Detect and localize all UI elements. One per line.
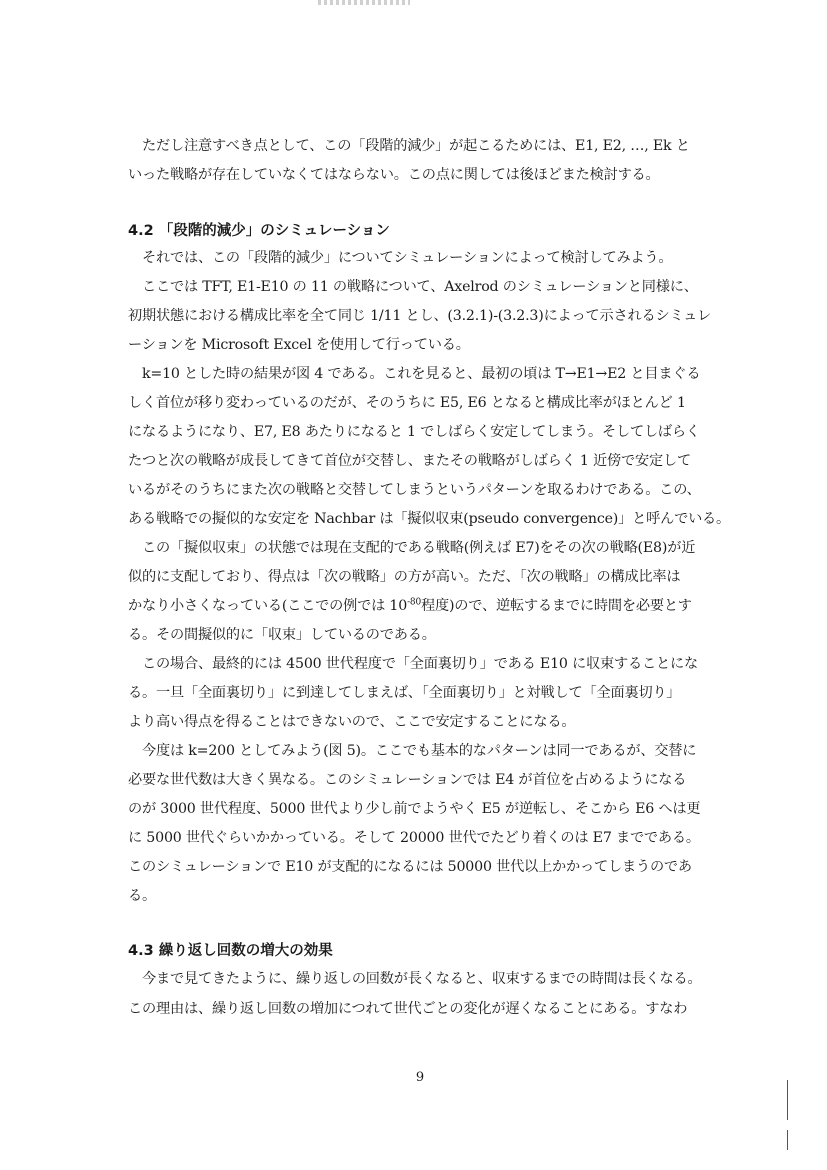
- body-text-line: このシミュレーションで E10 が支配的になるには 50000 世代以上かかってしまうのであ: [128, 859, 692, 875]
- body-text-line: ある戦略での擬似的な安定を Nachbar は「擬似収束(pseudo convergence)」と呼んでいる。: [128, 511, 731, 527]
- body-text-line: る。: [128, 888, 156, 904]
- body-text-line: 似的に支配しており、得点は「次の戦略」の方が高い。ただ、「次の戦略」の構成比率は: [128, 569, 681, 585]
- body-text-line: この「擬似収束」の状態では現在支配的である戦略(例えば E7)をその次の戦略(E8)が近: [142, 540, 696, 556]
- scan-edge-mark: [787, 1080, 788, 1120]
- body-text-line: ここでは TFT, E1-E10 の 11 の戦略について、Axelrod のシミュレーションと同様に、: [142, 279, 698, 295]
- page-number: 9: [415, 1070, 425, 1085]
- body-text-line: 初期状態における構成比率を全て同じ 1/11 とし、(3.2.1)-(3.2.3)によって示されるシミュレ: [128, 308, 712, 324]
- section-heading-4-2: 4.2 「段階的減少」のシミュレーション: [128, 223, 390, 239]
- body-text-line: [128, 593, 718, 619]
- body-text-line: いるがそのうちにまた次の戦略と交替してしまうというパターンを取るわけである。この、: [128, 482, 701, 498]
- body-text-line: 今まで見てきたように、繰り返しの回数が長くなると、収束するまでの時間は長くなる。: [142, 971, 702, 987]
- body-text-line: k=10 とした時の結果が図 4 である。これを見ると、最初の頃は T→E1→E2 と目まぐる: [142, 366, 701, 382]
- scan-artifact: [318, 0, 410, 5]
- body-text-line: る。一旦「全面裏切り」に到達してしまえば、「全面裏切り」と対戦して「全面裏切り」: [128, 685, 681, 701]
- body-text-line: しく首位が移り変わっているのだが、そのうちに E5, E6 となると構成比率がほとんど 1: [128, 395, 686, 411]
- body-text-line: この場合、最終的には 4500 世代程度で「全面裏切り」である E10 に収束することにな: [142, 656, 698, 672]
- scan-edge-mark: [787, 1130, 788, 1150]
- body-text-line: いった戦略が存在していなくてはならない。この点に関しては後ほどまた検討する。: [128, 167, 660, 183]
- body-text-line: のが 3000 世代程度、5000 世代より少し前でようやく E5 が逆転し、そこから E6 へは更: [128, 801, 701, 817]
- body-text-line: 今度は k=200 としてみよう(図 5)。ここでも基本的なパターンは同一であるが、交替に: [142, 743, 697, 759]
- body-text-line: たつと次の戦略が成長してきて首位が交替し、またその戦略がしばらく 1 近傍で安定して: [128, 453, 691, 469]
- body-text-fragment: かなり小さくなっている(ここでの例では 10: [128, 598, 408, 614]
- body-text-fragment: 程度)ので、逆転するまでに時間を必要とす: [420, 598, 692, 614]
- section-heading-4-3: 4.3 繰り返し回数の増大の効果: [128, 943, 333, 959]
- body-text-line: この理由は、繰り返し回数の増加につれて世代ごとの変化が遅くなることにある。すなわ: [128, 1001, 688, 1017]
- body-text-line: 必要な世代数は大きく異なる。このシミュレーションでは E4 が首位を占めるようになる: [128, 772, 687, 788]
- body-text-line: ただし注意すべき点として、この「段階的減少」が起こるためには、E1, E2, …, Ek と: [142, 138, 690, 154]
- body-text-line: に 5000 世代ぐらいかかっている。そして 20000 世代でたどり着くのは E7 までである。: [128, 830, 700, 846]
- exponent: -80: [407, 597, 421, 608]
- body-text-line: になるようになり、E7, E8 あたりになると 1 でしばらく安定してしまう。そしてしばらく: [128, 424, 700, 440]
- body-text-line: より高い得点を得ることはできないので、ここで安定することになる。: [128, 714, 576, 730]
- body-text-line: それでは、この「段階的減少」についてシミュレーションによって検討してみよう。: [142, 250, 673, 266]
- body-text-line: ーションを Microsoft Excel を使用して行っている。: [128, 337, 470, 353]
- body-text-line: る。その間擬似的に「収束」しているのである。: [128, 627, 436, 643]
